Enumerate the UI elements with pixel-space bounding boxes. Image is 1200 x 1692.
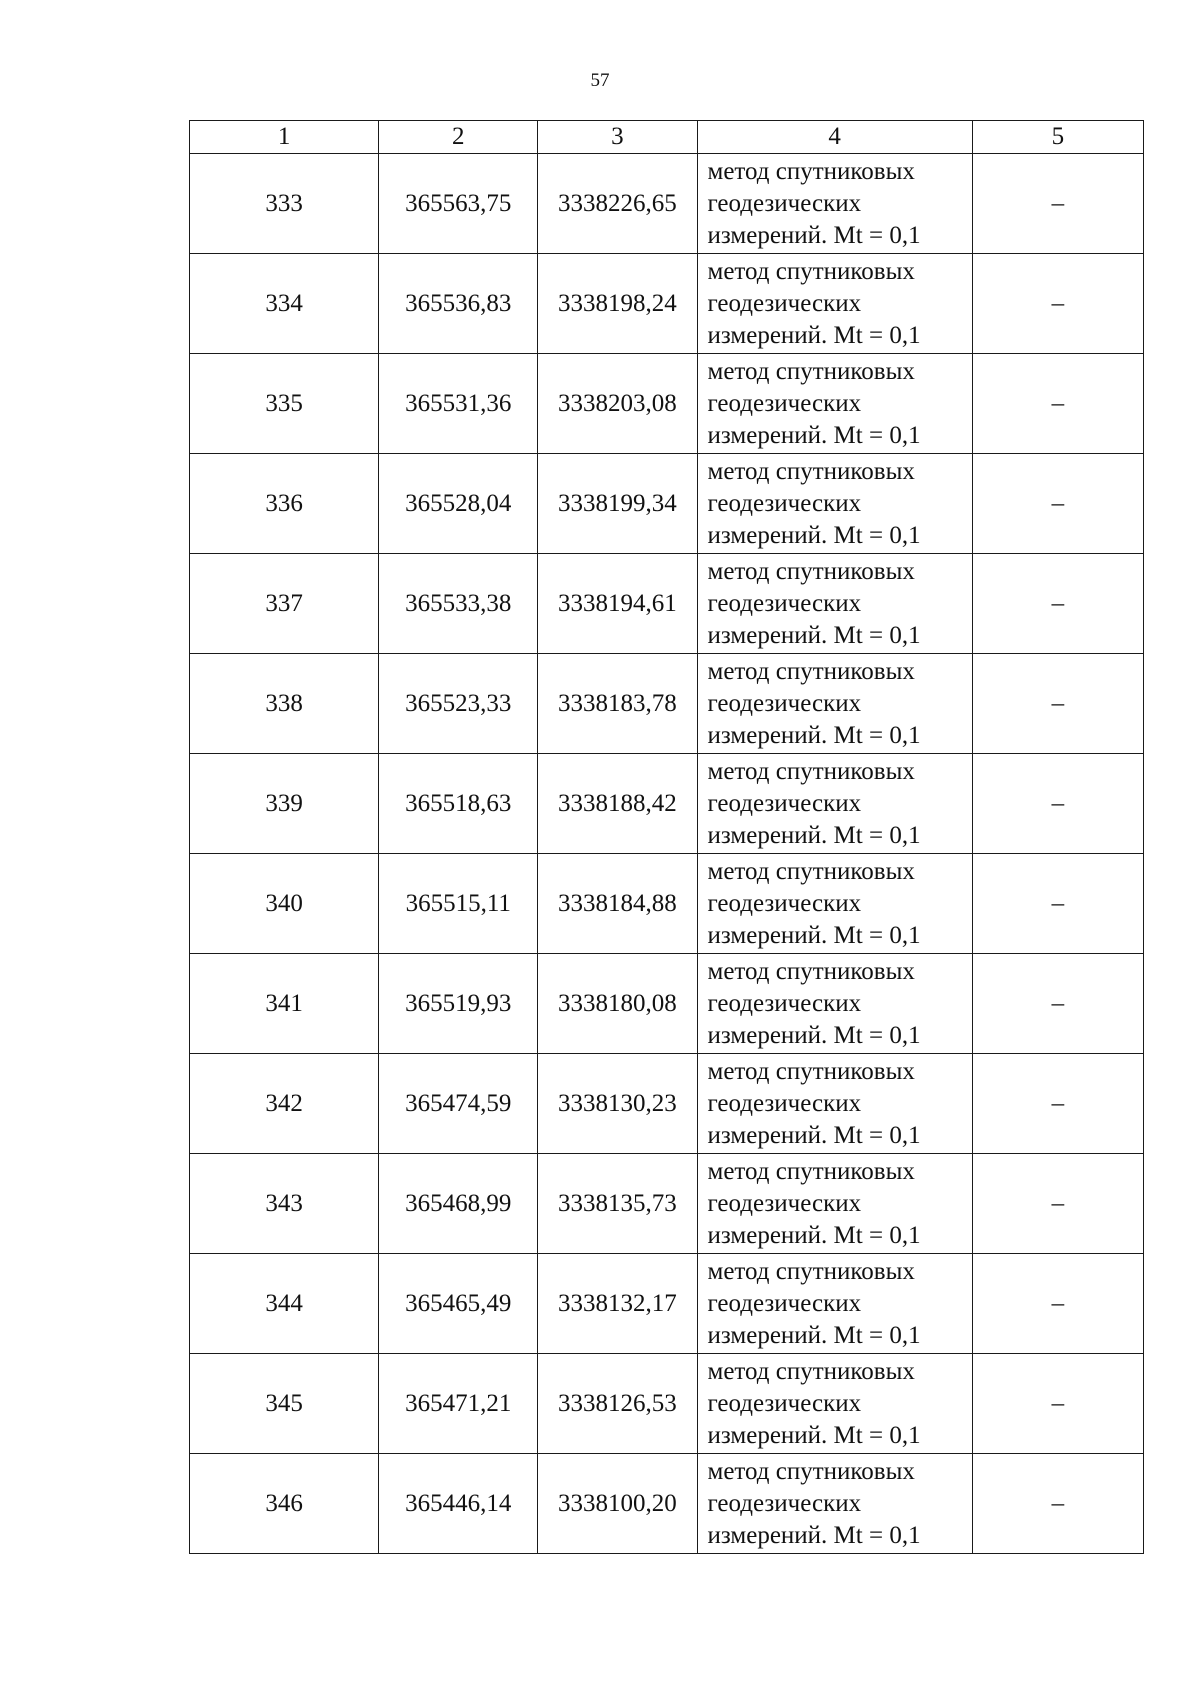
method-line: измерений. Mt = 0,1 [707, 621, 921, 649]
x-coordinate-cell: 365528,04 [379, 454, 538, 554]
y-coordinate-cell: 3338198,24 [538, 254, 697, 354]
note-cell: – [972, 1354, 1143, 1454]
page-number: 57 [590, 70, 610, 91]
method-line: метод спутниковых [707, 1357, 915, 1385]
method-cell [697, 754, 972, 854]
column-header-2: 2 [379, 121, 538, 154]
note-cell: – [972, 454, 1143, 554]
table-row [190, 854, 1144, 954]
point-number-cell: 335 [190, 354, 379, 454]
table-row [190, 954, 1144, 1054]
x-coordinate-cell: 365563,75 [379, 154, 538, 254]
method-line: геодезических [707, 489, 862, 517]
point-number-cell: 344 [190, 1254, 379, 1354]
method-cell [697, 1154, 972, 1254]
x-coordinate-cell: 365523,33 [379, 654, 538, 754]
y-coordinate-cell: 3338203,08 [538, 354, 697, 454]
note-cell: – [972, 1454, 1143, 1554]
method-line: измерений. Mt = 0,1 [707, 1321, 921, 1349]
y-coordinate-cell: 3338100,20 [538, 1454, 697, 1554]
method-cell [697, 854, 972, 954]
point-number-cell: 333 [190, 154, 379, 254]
x-coordinate-cell: 365518,63 [379, 754, 538, 854]
table-row [190, 1054, 1144, 1154]
method-line: измерений. Mt = 0,1 [707, 1121, 921, 1149]
method-line: метод спутниковых [707, 357, 915, 385]
y-coordinate-cell: 3338199,34 [538, 454, 697, 554]
point-number-cell: 342 [190, 1054, 379, 1154]
table-body [190, 154, 1144, 1554]
y-coordinate-cell: 3338135,73 [538, 1154, 697, 1254]
method-cell [697, 454, 972, 554]
x-coordinate-cell: 365536,83 [379, 254, 538, 354]
column-header-3: 3 [538, 121, 697, 154]
x-coordinate-cell: 365474,59 [379, 1054, 538, 1154]
method-line: геодезических [707, 789, 862, 817]
method-line: геодезических [707, 1389, 862, 1417]
y-coordinate-cell: 3338180,08 [538, 954, 697, 1054]
method-line: метод спутниковых [707, 657, 915, 685]
note-cell: – [972, 754, 1143, 854]
table-row [190, 754, 1144, 854]
method-line: метод спутниковых [707, 957, 915, 985]
method-line: геодезических [707, 589, 862, 617]
method-line: измерений. Mt = 0,1 [707, 1421, 921, 1449]
point-number-cell: 345 [190, 1354, 379, 1454]
x-coordinate-cell: 365446,14 [379, 1454, 538, 1554]
method-cell [697, 554, 972, 654]
note-cell: – [972, 554, 1143, 654]
point-number-cell: 338 [190, 654, 379, 754]
point-number-cell: 336 [190, 454, 379, 554]
method-line: метод спутниковых [707, 1457, 915, 1485]
method-cell [697, 1454, 972, 1554]
x-coordinate-cell: 365471,21 [379, 1354, 538, 1454]
y-coordinate-cell: 3338132,17 [538, 1254, 697, 1354]
column-header-5: 5 [972, 121, 1143, 154]
coordinates-table [189, 120, 1144, 1554]
method-line: измерений. Mt = 0,1 [707, 221, 921, 249]
method-line: метод спутниковых [707, 1157, 915, 1185]
note-cell: – [972, 1054, 1143, 1154]
x-coordinate-cell: 365519,93 [379, 954, 538, 1054]
y-coordinate-cell: 3338226,65 [538, 154, 697, 254]
x-coordinate-cell: 365533,38 [379, 554, 538, 654]
y-coordinate-cell: 3338183,78 [538, 654, 697, 754]
table-row [190, 354, 1144, 454]
table-row [190, 454, 1144, 554]
method-line: метод спутниковых [707, 857, 915, 885]
method-cell [697, 254, 972, 354]
y-coordinate-cell: 3338126,53 [538, 1354, 697, 1454]
note-cell: – [972, 954, 1143, 1054]
method-line: измерений. Mt = 0,1 [707, 721, 921, 749]
method-cell [697, 354, 972, 454]
y-coordinate-cell: 3338130,23 [538, 1054, 697, 1154]
note-cell: – [972, 354, 1143, 454]
method-line: метод спутниковых [707, 257, 915, 285]
point-number-cell: 340 [190, 854, 379, 954]
method-line: метод спутниковых [707, 757, 915, 785]
method-line: метод спутниковых [707, 557, 915, 585]
method-cell [697, 1254, 972, 1354]
x-coordinate-cell: 365515,11 [379, 854, 538, 954]
method-line: геодезических [707, 889, 862, 917]
method-line: метод спутниковых [707, 157, 915, 185]
note-cell: – [972, 154, 1143, 254]
point-number-cell: 343 [190, 1154, 379, 1254]
method-line: измерений. Mt = 0,1 [707, 821, 921, 849]
point-number-cell: 334 [190, 254, 379, 354]
method-line: измерений. Mt = 0,1 [707, 1521, 921, 1549]
table-row [190, 554, 1144, 654]
column-header-1: 1 [190, 121, 379, 154]
x-coordinate-cell: 365465,49 [379, 1254, 538, 1354]
x-coordinate-cell: 365468,99 [379, 1154, 538, 1254]
y-coordinate-cell: 3338184,88 [538, 854, 697, 954]
table-row [190, 1454, 1144, 1554]
method-line: геодезических [707, 1189, 862, 1217]
method-line: метод спутниковых [707, 1057, 915, 1085]
y-coordinate-cell: 3338194,61 [538, 554, 697, 654]
point-number-cell: 339 [190, 754, 379, 854]
note-cell: – [972, 1254, 1143, 1354]
point-number-cell: 346 [190, 1454, 379, 1554]
table-row [190, 1254, 1144, 1354]
y-coordinate-cell: 3338188,42 [538, 754, 697, 854]
note-cell: – [972, 254, 1143, 354]
table-row [190, 654, 1144, 754]
method-line: геодезических [707, 289, 862, 317]
method-line: геодезических [707, 1489, 862, 1517]
column-header-4: 4 [697, 121, 972, 154]
point-number-cell: 341 [190, 954, 379, 1054]
table-header-row [190, 121, 1144, 154]
method-line: измерений. Mt = 0,1 [707, 921, 921, 949]
method-line: геодезических [707, 1289, 862, 1317]
note-cell: – [972, 1154, 1143, 1254]
method-line: геодезических [707, 689, 862, 717]
point-number-cell: 337 [190, 554, 379, 654]
method-line: измерений. Mt = 0,1 [707, 321, 921, 349]
note-cell: – [972, 654, 1143, 754]
method-line: измерений. Mt = 0,1 [707, 421, 921, 449]
note-cell: – [972, 854, 1143, 954]
method-cell [697, 1054, 972, 1154]
method-line: измерений. Mt = 0,1 [707, 1021, 921, 1049]
method-line: метод спутниковых [707, 1257, 915, 1285]
method-line: измерений. Mt = 0,1 [707, 521, 921, 549]
method-line: геодезических [707, 189, 862, 217]
table-row [190, 254, 1144, 354]
method-cell [697, 954, 972, 1054]
table-row [190, 154, 1144, 254]
method-line: метод спутниковых [707, 457, 915, 485]
method-cell [697, 654, 972, 754]
table-row [190, 1154, 1144, 1254]
table-row [190, 1354, 1144, 1454]
method-line: геодезических [707, 389, 862, 417]
method-cell [697, 1354, 972, 1454]
method-line: измерений. Mt = 0,1 [707, 1221, 921, 1249]
method-cell [697, 154, 972, 254]
method-line: геодезических [707, 1089, 862, 1117]
x-coordinate-cell: 365531,36 [379, 354, 538, 454]
method-line: геодезических [707, 989, 862, 1017]
